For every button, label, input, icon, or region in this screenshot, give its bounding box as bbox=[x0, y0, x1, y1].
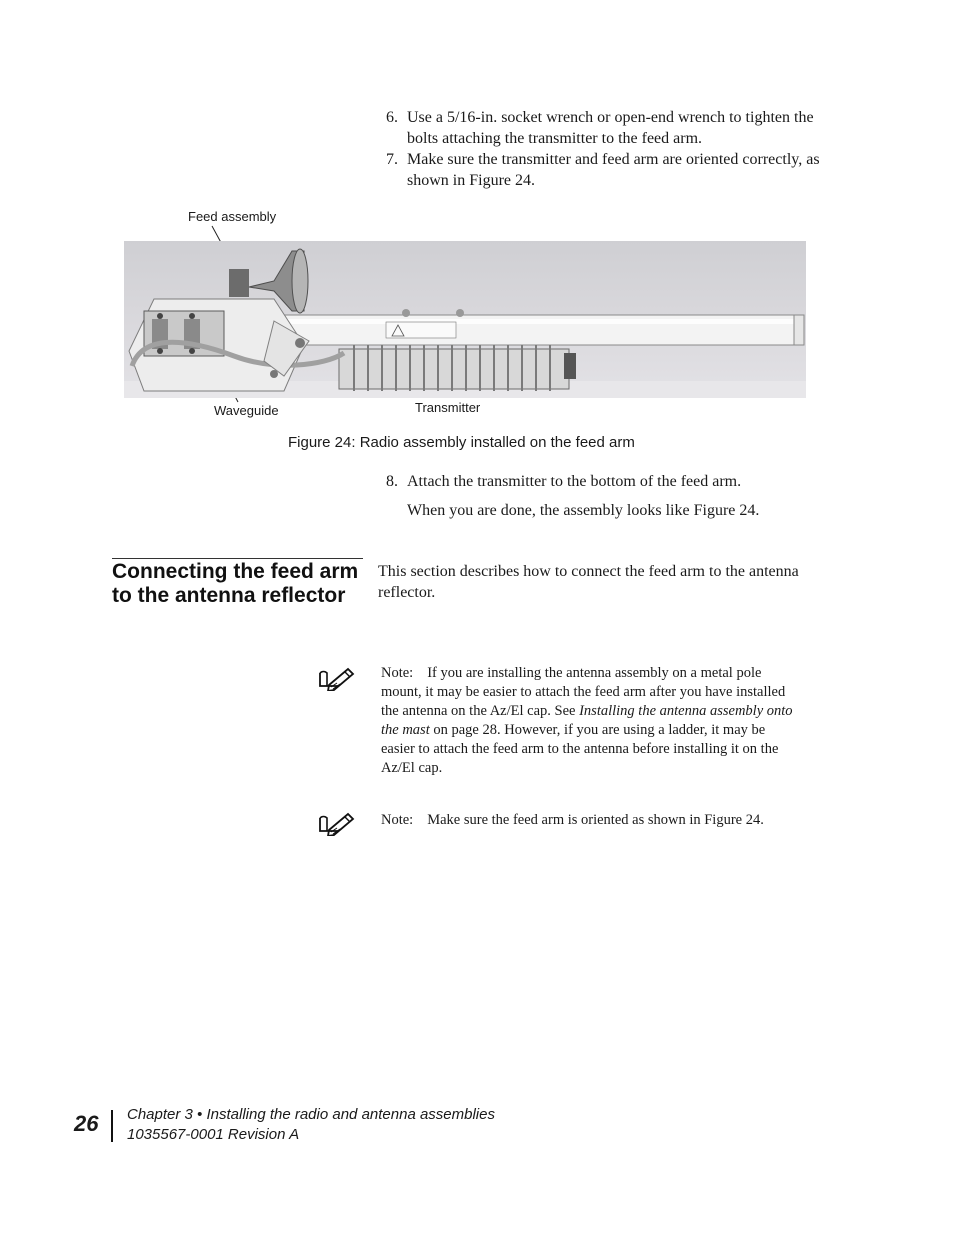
footer-chapter: Chapter 3 • Installing the radio and antenna assemblies bbox=[127, 1106, 495, 1123]
step-followup-text: When you are done, the assembly looks like Figure 24. bbox=[407, 502, 760, 519]
note-label: Note: bbox=[381, 812, 414, 828]
page-number: 26 bbox=[74, 1111, 99, 1136]
step-text: Make sure the transmitter and feed arm are oriented correctly, as shown in Figure 24. bbox=[407, 151, 820, 189]
step-number: 7. bbox=[386, 151, 398, 168]
callout-feed-assembly: Feed assembly bbox=[188, 209, 277, 224]
callout-transmitter: Transmitter bbox=[415, 400, 481, 415]
note-text-part: If you are installing the antenna assembly on a metal pole mount, it may be easier to attach the feed arm after you have installed the antenna on the Az/El cap. See bbox=[381, 665, 786, 719]
note-pencil-icon bbox=[317, 810, 355, 836]
step-text: Attach the transmitter to the bottom of the feed arm. bbox=[407, 473, 742, 490]
step-number: 6. bbox=[386, 109, 398, 126]
footer-doc-id: 1035567-0001 Revision A bbox=[127, 1126, 300, 1143]
section-intro: This section describes how to connect the feed arm to the antenna reflector. bbox=[378, 563, 799, 601]
figure-caption: Figure 24: Radio assembly installed on the feed arm bbox=[288, 434, 635, 451]
section-heading: Connecting the feed arm to the antenna reflector bbox=[112, 560, 359, 607]
step-text: Use a 5/16-in. socket wrench or open-end wrench to tighten the bolts attaching the transmitter to the feed arm. bbox=[407, 109, 814, 147]
section-divider bbox=[112, 558, 363, 559]
note-text-part: Make sure the feed arm is oriented as shown in Figure 24. bbox=[427, 812, 764, 828]
cross-reference-link[interactable]: Installing the antenna assembly onto the mast bbox=[381, 703, 793, 738]
callout-waveguide: Waveguide bbox=[214, 403, 279, 418]
footer-divider bbox=[111, 1110, 113, 1142]
note-label: Note: bbox=[381, 665, 414, 681]
step-8 bbox=[386, 471, 836, 492]
radio-assembly-photo bbox=[124, 241, 806, 398]
note-pencil-icon bbox=[317, 665, 355, 691]
note-text-part: on page 28. However, if you are using a ladder, it may be easier to attach the feed arm to the antenna before installing it on the Az/El cap. bbox=[381, 722, 779, 776]
note-2 bbox=[381, 811, 801, 830]
step-number: 8. bbox=[386, 473, 398, 490]
note-1 bbox=[381, 664, 801, 778]
